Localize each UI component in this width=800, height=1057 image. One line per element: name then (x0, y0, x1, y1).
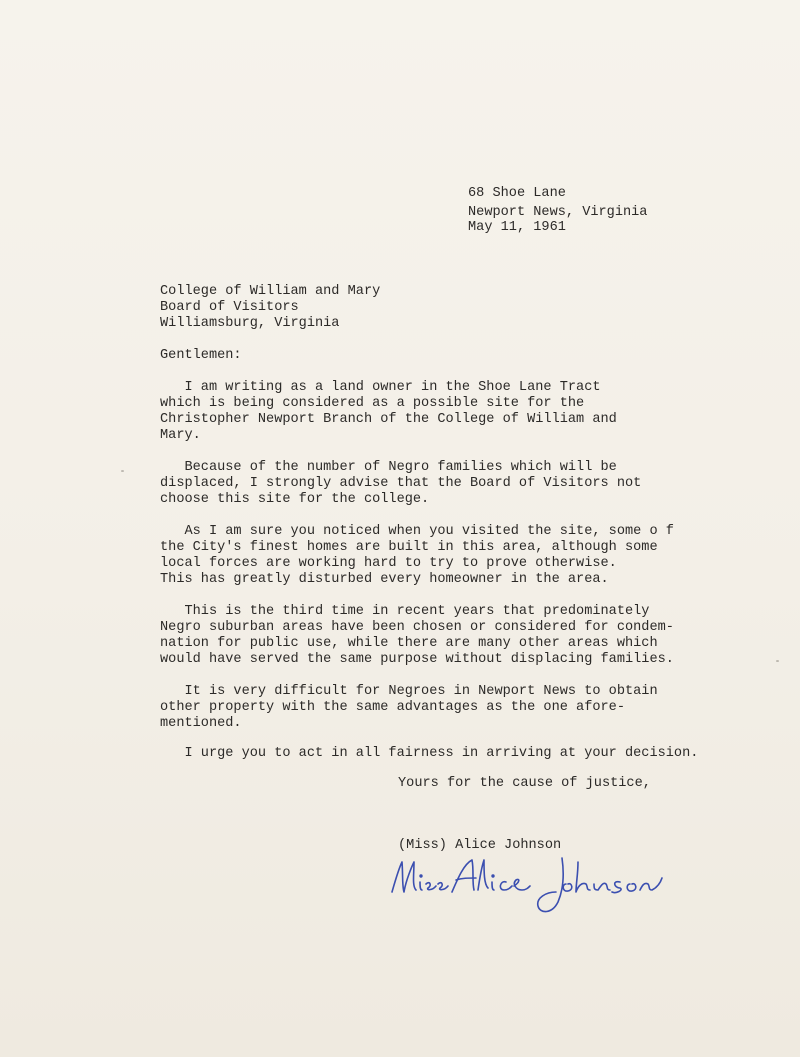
recipient-line-1: College of William and Mary (160, 284, 381, 299)
body-line: As I am sure you noticed when you visited the site, some o f (160, 524, 674, 539)
recipient-line-2: Board of Visitors (160, 300, 299, 315)
body-line: which is being considered as a possible site for the (160, 396, 585, 411)
body-line: Because of the number of Negro families which will be (160, 460, 617, 475)
body-line: displaced, I strongly advise that the Board of Visitors not (160, 476, 642, 491)
body-line: Negro suburban areas have been chosen or considered for condem- (160, 620, 674, 635)
body-line: the City's finest homes are built in this area, although some (160, 540, 658, 555)
body-line: This has greatly disturbed every homeowner in the area. (160, 572, 609, 587)
typed-name: (Miss) Alice Johnson (398, 838, 562, 853)
body-line: choose this site for the college. (160, 492, 430, 507)
body-line: I urge you to act in all fairness in arriving at your decision. (160, 746, 699, 761)
body-line: mentioned. (160, 716, 242, 731)
letter-date: May 11, 1961 (468, 220, 566, 235)
sender-street: 68 Shoe Lane (468, 186, 566, 201)
paper-speck (121, 470, 124, 472)
paper-speck (776, 660, 779, 662)
body-line: other property with the same advantages as the one afore- (160, 700, 625, 715)
body-line: would have served the same purpose without displacing families. (160, 652, 674, 667)
body-line: Christopher Newport Branch of the College of William and (160, 412, 617, 427)
body-line: local forces are working hard to try to prove otherwise. (160, 556, 617, 571)
closing: Yours for the cause of justice, (398, 776, 651, 791)
sender-city: Newport News, Virginia (468, 205, 648, 220)
salutation: Gentlemen: (160, 348, 242, 363)
body-line: nation for public use, while there are many other areas which (160, 636, 658, 651)
recipient-line-3: Williamsburg, Virginia (160, 316, 340, 331)
body-line: This is the third time in recent years that predominately (160, 604, 650, 619)
body-line: Mary. (160, 428, 201, 443)
body-line: It is very difficult for Negroes in Newport News to obtain (160, 684, 658, 699)
handwritten-signature (386, 848, 666, 928)
body-line: I am writing as a land owner in the Shoe Lane Tract (160, 380, 601, 395)
